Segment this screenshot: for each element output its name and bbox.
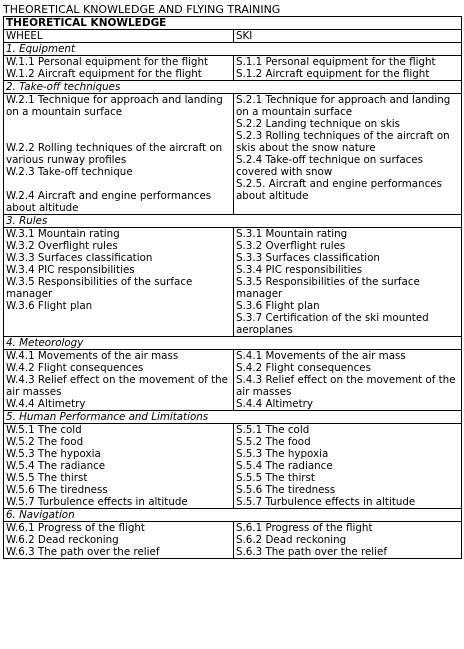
wheel-item: W.3.3 Surfaces classification [6,252,153,264]
section-title: 3. Rules [4,215,462,228]
wheel-item: W.3.4 PIC responsibilities [6,264,135,276]
ski-item: S.1.1 Personal equipment for the flight [236,56,436,68]
section-row [4,411,462,424]
wheel-item: W.6.3 The path over the relief [6,546,160,558]
ski-item: S.5.1 The cold [236,424,310,436]
page-title: THEORETICAL KNOWLEDGE AND FLYING TRAINING [3,3,281,16]
wheel-cell [4,228,234,337]
ski-item: S.3.7 Certification of the ski mounted aeroplanes [236,312,429,336]
wheel-item: W.2.2 Rolling techniques of the aircraft on various runway profiles [6,142,223,166]
ski-item: S.6.3 The path over the relief [236,546,387,558]
wheel-cell [4,350,234,411]
table-row [4,350,462,411]
section-row [4,215,462,228]
table-header: THEORETICAL KNOWLEDGE [4,17,462,30]
ski-cell [234,424,462,509]
spacer [6,312,233,324]
wheel-item: W.5.3 The hypoxia [6,448,101,460]
ski-item: S.4.3 Relief effect on the movement of the air masses [236,374,456,398]
ski-item: S.5.6 The tiredness [236,484,336,496]
wheel-item: W.5.7 Turbulence effects in altitude [6,496,188,508]
ski-item: S.3.3 Surfaces classification [236,252,380,264]
section-row [4,43,462,56]
wheel-item: W.6.1 Progress of the flight [6,522,145,534]
section-title: 6. Navigation [4,509,462,522]
ski-cell [234,350,462,411]
ski-item: S.2.3 Rolling techniques of the aircraft on skis about the snow nature [236,130,450,154]
section-title: 5. Human Performance and Limitations [4,411,462,424]
ski-item: S.3.6 Flight plan [236,300,320,312]
wheel-item: W.5.6 The tiredness [6,484,108,496]
ski-item: S.5.5 The thirst [236,472,315,484]
ski-item: S.3.1 Mountain rating [236,228,348,240]
table-row [4,522,462,559]
ski-item: S.2.2 Landing technique on skis [236,118,401,130]
ski-item: S.2.1 Technique for approach and landing on a mountain surface [236,94,451,118]
table-header-row [4,17,462,30]
spacer [6,130,233,142]
wheel-cell [4,56,234,81]
wheel-item: W.2.3 Take-off technique [6,166,133,178]
wheel-item: W.1.2 Aircraft equipment for the flight [6,68,202,80]
ski-item: S.4.2 Flight consequences [236,362,371,374]
ski-item: S.5.4 The radiance [236,460,333,472]
ski-item: S.4.1 Movements of the air mass [236,350,406,362]
wheel-cell [4,94,234,215]
knowledge-table [3,16,462,559]
wheel-item: W.3.1 Mountain rating [6,228,120,240]
table-row [4,228,462,337]
wheel-item: W.3.6 Flight plan [6,300,93,312]
column-header-wheel: WHEEL [4,30,234,43]
spacer [6,118,233,130]
wheel-item: W.3.5 Responsibilities of the surface manager [6,276,193,300]
section-row [4,509,462,522]
table-row [4,56,462,81]
wheel-cell [4,424,234,509]
wheel-cell [4,522,234,559]
wheel-item: W.6.2 Dead reckoning [6,534,119,546]
ski-cell [234,228,462,337]
ski-cell [234,56,462,81]
table-row [4,424,462,509]
ski-cell [234,94,462,215]
wheel-item: W.4.4 Altimetry [6,398,86,410]
section-title: 4. Meteorology [4,337,462,350]
ski-item: S.2.4 Take-off technique on surfaces covered with snow [236,154,423,178]
ski-item: S.3.4 PIC responsibilities [236,264,363,276]
ski-item: S.5.3 The hypoxia [236,448,329,460]
ski-item: S.5.2 The food [236,436,311,448]
ski-item: S.5.7 Turbulence effects in altitude [236,496,416,508]
ski-cell [234,522,462,559]
ski-item: S.3.2 Overflight rules [236,240,346,252]
column-header-ski: SKI [234,30,462,43]
table-row [4,94,462,215]
ski-item: S.2.5. Aircraft and engine performances about altitude [236,178,442,202]
wheel-item: W.4.3 Relief effect on the movement of the air masses [6,374,228,398]
spacer [6,178,233,190]
ski-item: S.6.2 Dead reckoning [236,534,347,546]
column-header-row [4,30,462,43]
wheel-item: W.5.5 The thirst [6,472,88,484]
section-title: 2. Take-off techniques [4,81,462,94]
wheel-item: W.1.1 Personal equipment for the flight [6,56,209,68]
section-title: 1. Equipment [4,43,462,56]
ski-item: S.6.1 Progress of the flight [236,522,373,534]
spacer [6,324,233,336]
wheel-item: W.5.2 The food [6,436,84,448]
section-row [4,337,462,350]
wheel-item: W.4.2 Flight consequences [6,362,144,374]
wheel-item: W.2.1 Technique for approach and landing on a mountain surface [6,94,223,118]
wheel-item: W.2.4 Aircraft and engine performances about altitude [6,190,212,214]
ski-item: S.1.2 Aircraft equipment for the flight [236,68,430,80]
wheel-item: W.5.1 The cold [6,424,82,436]
section-row [4,81,462,94]
wheel-item: W.5.4 The radiance [6,460,106,472]
ski-item: S.3.5 Responsibilities of the surface manager [236,276,420,300]
wheel-item: W.3.2 Overflight rules [6,240,118,252]
wheel-item: W.4.1 Movements of the air mass [6,350,179,362]
ski-item: S.4.4 Altimetry [236,398,313,410]
